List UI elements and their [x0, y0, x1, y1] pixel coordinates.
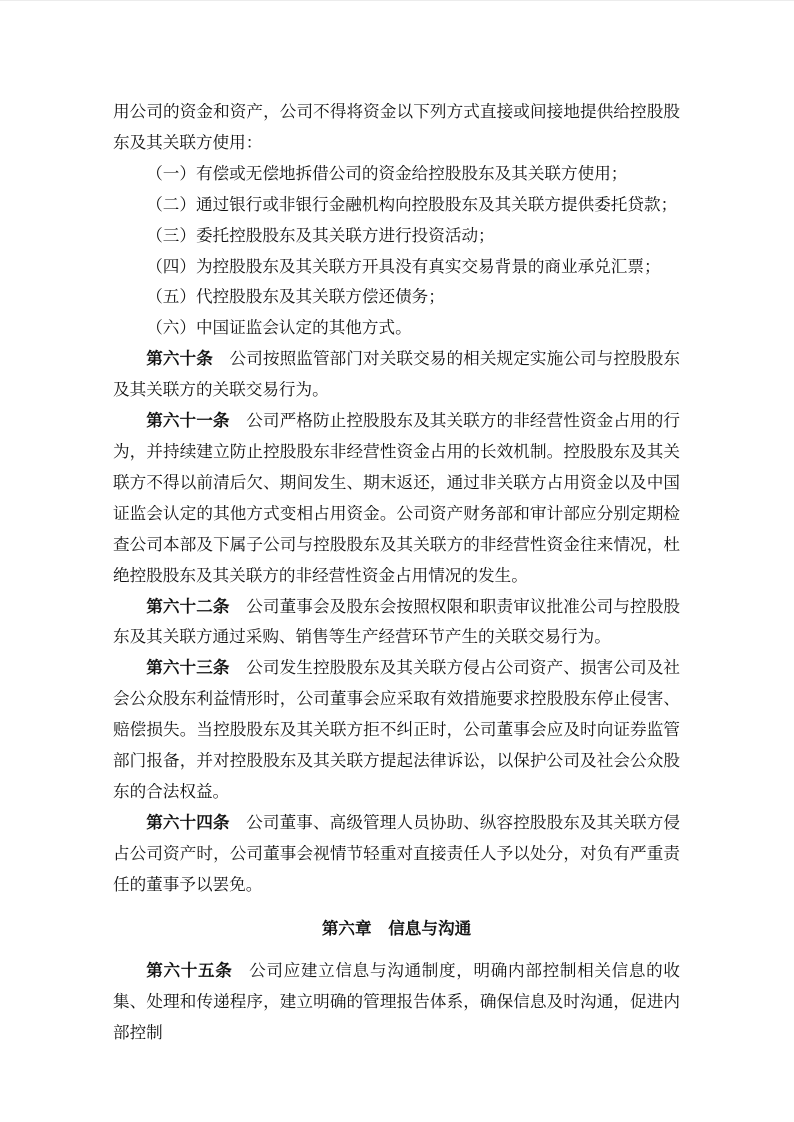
continuation-paragraph: 用公司的资金和资产，公司不得将资金以下列方式直接或间接地提供给控股股东及其关联方使用：	[113, 102, 680, 152]
article-63-paragraph	[113, 653, 680, 808]
article-62-paragraph	[113, 592, 680, 654]
document-content	[113, 97, 680, 1049]
article-62-body: 公司董事会及股东会按照权限和职责审议批准公司与控股股东及其关联方通过采购、销售等生产经营环节产生的关联交易行为。	[113, 596, 680, 647]
article-65-paragraph	[113, 956, 680, 1049]
article-65-number: 第六十五条	[146, 961, 233, 981]
article-64-paragraph	[113, 808, 680, 901]
list-item-3: （三）委托控股股东及其关联方进行投资活动；	[146, 225, 495, 245]
list-item-5: （五）代控股股东及其关联方偿还债务；	[146, 287, 445, 307]
list-item-4: （四）为控股股东及其关联方开具没有真实交易背景的商业承兑汇票；	[146, 256, 661, 276]
article-60-paragraph	[113, 344, 680, 406]
article-63-body: 公司发生控股股东及其关联方侵占公司资产、损害公司及社会公众股东利益情形时，公司董事会应采取有效措施要求控股股东停止侵害、赔偿损失。当控股股东及其关联方拒不纠正时，公司董事会应及时向证券监管部门报备，并对控股股东及其关联方提起法律诉讼，以保护公司及社会公众股东的合法权益。	[113, 658, 680, 801]
article-61-body: 公司严格防止控股股东及其关联方的非经营性资金占用的行为，并持续建立防止控股股东非经营性资金占用的长效机制。控股股东及其关联方不得以前清后欠、期间发生、期末返还，通过非关联方占用资金以及中国证监会认定的其他方式变相占用资金。公司资产财务部和审计部应分别定期检查公司本部及下属子公司与控股股东及其关联方的非经营性资金往来情况，杜绝控股股东及其关联方的非经营性资金占用情况的发生。	[113, 411, 680, 585]
article-65-body: 公司应建立信息与沟通制度，明确内部控制相关信息的收集、处理和传递程序，建立明确的管理报告体系，确保信息及时沟通，促进内部控制	[113, 961, 681, 1043]
chapter-label: 第六章	[321, 918, 372, 938]
article-64-number: 第六十四条	[146, 812, 230, 832]
list-item-2: （二）通过银行或非银行金融机构向控股股东及其关联方提供委托贷款；	[146, 194, 678, 214]
chapter-title: 信息与沟通	[388, 918, 472, 938]
article-61-number: 第六十一条	[146, 411, 230, 431]
article-62-number: 第六十二条	[146, 596, 230, 616]
article-64-body: 公司董事、高级管理人员协助、纵容控股股东及其关联方侵占公司资产时，公司董事会视情节轻重对直接责任人予以处分，对负有严重责任的董事予以罢免。	[113, 812, 680, 894]
article-60-number: 第六十条	[146, 349, 213, 369]
list-item-6: （六）中国证监会认定的其他方式。	[146, 318, 412, 338]
chapter-heading	[113, 914, 680, 945]
list-item-1: （一）有偿或无偿地拆借公司的资金给控股股东及其关联方使用；	[146, 163, 628, 183]
article-60-body: 公司按照监管部门对关联交易的相关规定实施公司与控股股东及其关联方的关联交易行为。	[113, 349, 680, 400]
article-61-paragraph	[113, 406, 680, 591]
article-63-number: 第六十三条	[146, 658, 230, 678]
